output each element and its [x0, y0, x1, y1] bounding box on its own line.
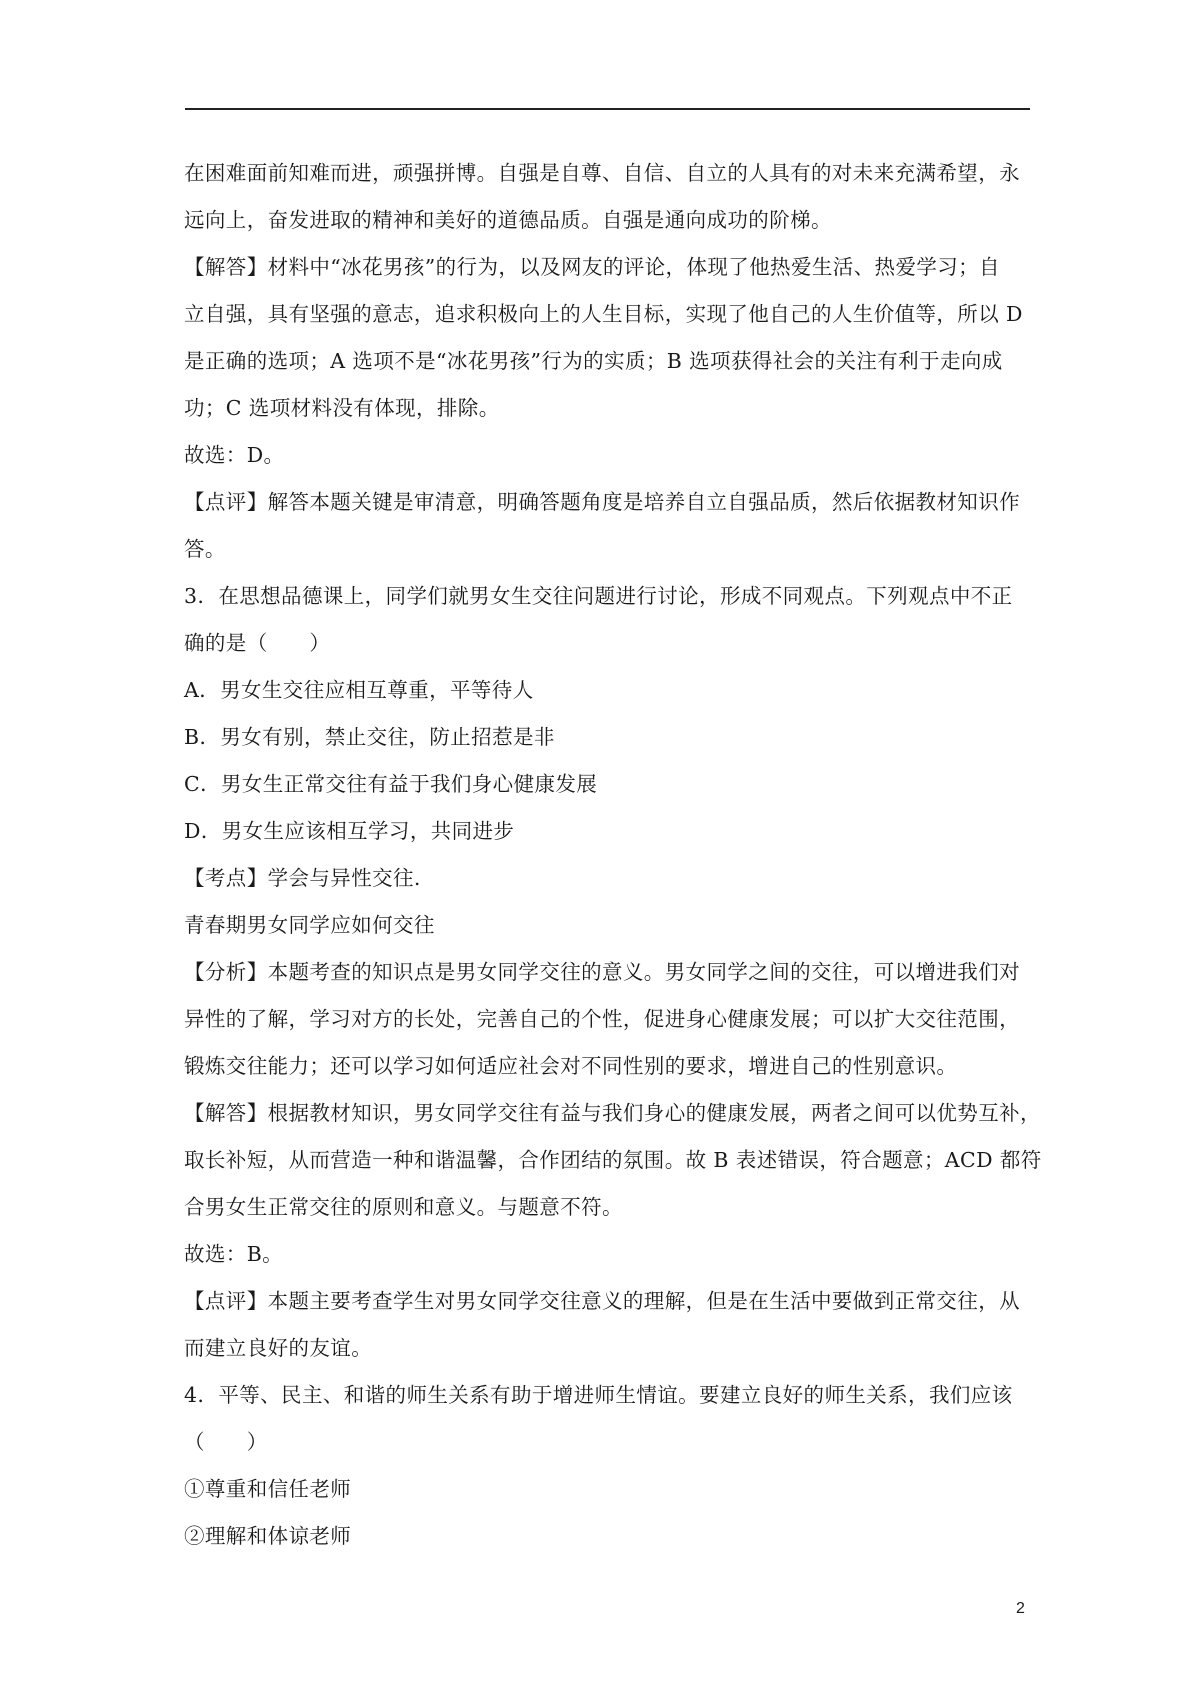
text-line: 【点评】本题主要考查学生对男女同学交往意义的理解，但是在生活中要做到正常交往，从 [184, 1289, 1020, 1313]
question-line: 4．平等、民主、和谐的师生关系有助于增进师生情谊。要建立良好的师生关系，我们应该 [184, 1383, 1013, 1407]
text-line: 异性的了解，学习对方的长处，完善自己的个性，促进身心健康发展；可以扩大交往范围， [184, 1007, 1020, 1031]
option-line: B．男女有别，禁止交往，防止招惹是非 [184, 725, 555, 749]
text-line: 功；C 选项材料没有体现，排除。 [184, 396, 500, 420]
header-rule [185, 108, 1030, 110]
question-line: 3．在思想品德课上，同学们就男女生交往问题进行讨论，形成不同观点。下列观点中不正 [184, 584, 1013, 608]
text-line: 而建立良好的友谊。 [184, 1336, 373, 1360]
option-line: D．男女生应该相互学习，共同进步 [184, 819, 515, 843]
option-line: A．男女生交往应相互尊重，平等待人 [184, 678, 534, 702]
option-line: ①尊重和信任老师 [184, 1477, 352, 1501]
question-line: 确的是（ ） [184, 631, 331, 655]
option-line: ②理解和体谅老师 [184, 1524, 352, 1548]
text-line: 【分析】本题考查的知识点是男女同学交往的意义。男女同学之间的交往，可以增进我们对 [184, 960, 1020, 984]
text-line: 【解答】根据教材知识，男女同学交往有益与我们身心的健康发展，两者之间可以优势互补， [184, 1101, 1041, 1125]
text-line: 取长补短，从而营造一种和谐温馨，合作团结的氛围。故 B 表述错误，符合题意；ACD 都符 [184, 1148, 1042, 1172]
text-line: 青春期男女同学应如何交往 [184, 913, 435, 937]
question-line: （ ） [184, 1430, 268, 1454]
page-body [184, 150, 1042, 1560]
text-line: 【点评】解答本题关键是审清意，明确答题角度是培养自立自强品质，然后依据教材知识作 [184, 490, 1020, 514]
text-line: 立自强，具有坚强的意志，追求积极向上的人生目标，实现了他自己的人生价值等，所以 D [184, 302, 1023, 326]
text-line: 合男女生正常交往的原则和意义。与题意不符。 [184, 1195, 623, 1219]
text-line: 锻炼交往能力；还可以学习如何适应社会对不同性别的要求，增进自己的性别意识。 [184, 1054, 958, 1078]
text-line: 【解答】材料中“冰花男孩”的行为，以及网友的评论，体现了他热爱生活、热爱学习；自 [184, 255, 1000, 279]
text-line: 是正确的选项；A 选项不是“冰花男孩”行为的实质；B 选项获得社会的关注有利于走向成 [184, 349, 1003, 373]
page-number: 2 [1016, 1600, 1025, 1617]
text-line: 远向上，奋发进取的精神和美好的道德品质。自强是通向成功的阶梯。 [184, 208, 832, 232]
text-line: 在困难面前知难而进，顽强拼博。自强是自尊、自信、自立的人具有的对未来充满希望，永 [184, 161, 1020, 185]
option-line: C．男女生正常交往有益于我们身心健康发展 [184, 772, 598, 796]
text-line: 答。 [184, 537, 226, 561]
answer-line: 故选：D。 [184, 443, 285, 467]
text-line: 【考点】学会与异性交往. [184, 866, 421, 890]
answer-line: 故选：B。 [184, 1242, 284, 1266]
